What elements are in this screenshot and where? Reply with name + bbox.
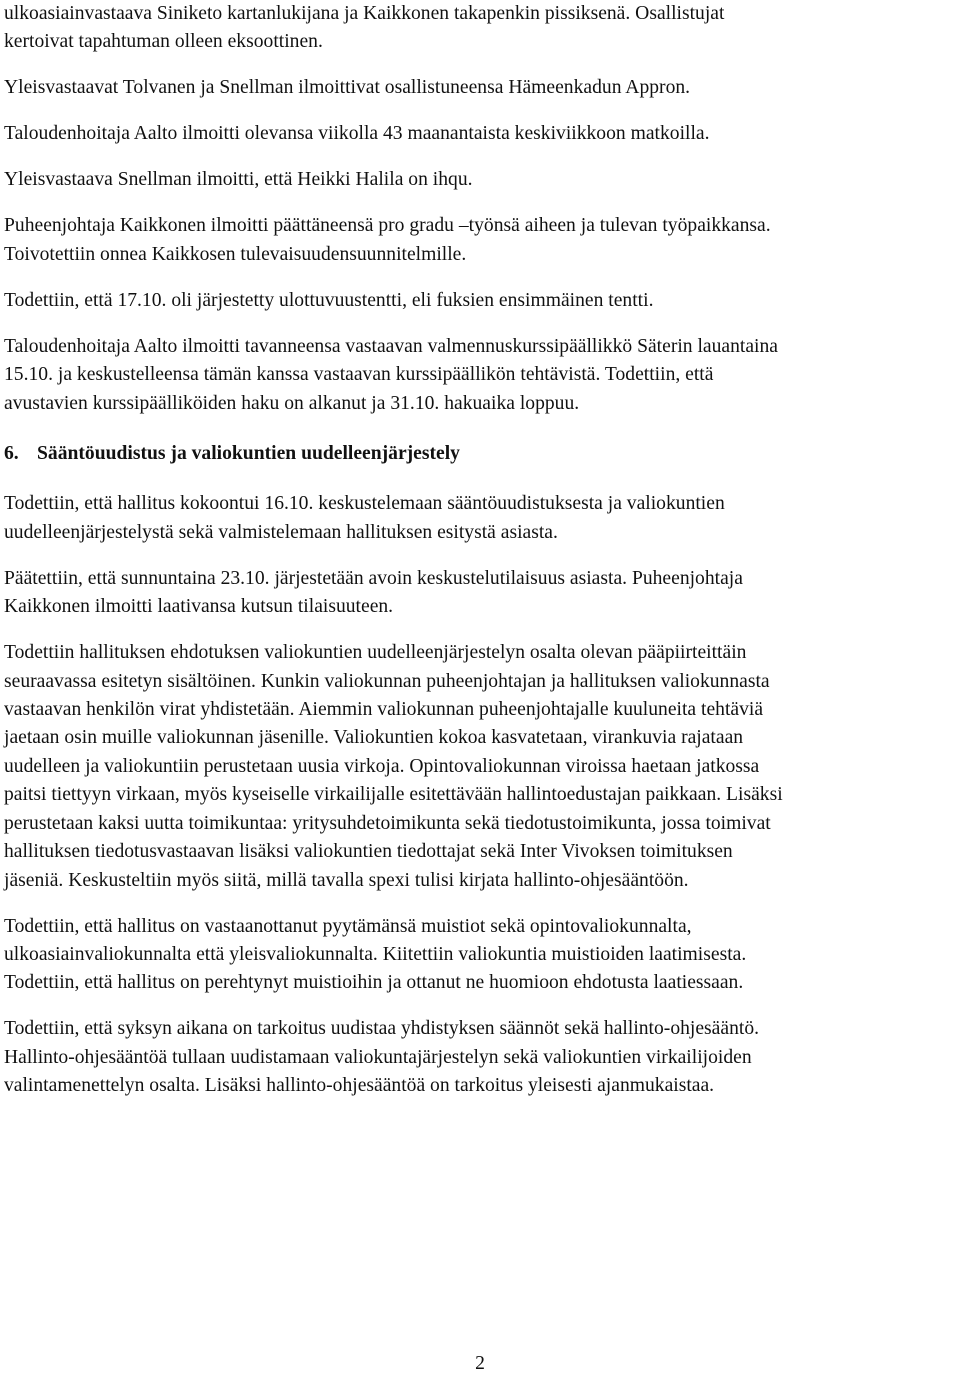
text-line: perustetaan kaksi uutta toimikuntaa: yritysuhdetoimikunta sekä tiedotustoimikunta, jossa toimivat	[4, 812, 771, 834]
text-line: Todettiin hallituksen ehdotuksen valiokuntien uudelleenjärjestelyn osalta olevan pääpiirteittäin	[4, 642, 747, 664]
paragraph	[4, 166, 958, 194]
text-line: Yleisvastaavat Tolvanen ja Snellman ilmoittivat osallistuneensa Hämeenkadun Appron.	[4, 77, 691, 99]
paragraph	[4, 333, 958, 418]
text-line: paitsi tiettyyn virkaan, myös kyseiselle virkailijalle esitettävään hallintoedustajan paikkaan. Lisäksi	[4, 784, 783, 806]
text-line: seuraavassa esitetyn sisältöinen. Kunkin valiokunnan puheenjohtajan ja hallituksen valiokunnasta	[4, 670, 770, 692]
text-line: Puheenjohtaja Kaikkonen ilmoitti päättäneensä pro gradu –työnsä aiheen ja tulevan työpaikkansa.	[4, 215, 771, 237]
paragraph	[4, 913, 958, 998]
paragraph	[4, 287, 958, 315]
text-line: ulkoasiainvaliokunnalta että yleisvaliokunnalta. Kiitettiin valiokuntia muistioiden laatimisesta.	[4, 943, 747, 965]
text-line: Todettiin, että hallitus on vastaanottanut pyytämänsä muistiot sekä opintovaliokunnalta,	[4, 915, 692, 937]
paragraph	[4, 490, 958, 547]
text-line: hallituksen tiedotusvastaavan lisäksi valiokuntien tiedottajat sekä Inter Vivoksen toimituksen	[4, 841, 733, 863]
text-line: Taloudenhoitaja Aalto ilmoitti tavanneensa vastaavan valmennuskurssipäällikkö Säterin lauantaina	[4, 335, 778, 357]
minutes-section-6-body	[4, 490, 958, 1100]
section-title: Sääntöuudistus ja valiokuntien uudelleenjärjestely	[37, 443, 460, 465]
text-line: Kaikkonen ilmoitti laativansa kutsun tilaisuuteen.	[4, 596, 394, 618]
paragraph	[4, 0, 958, 57]
text-line: Todettiin, että syksyn aikana on tarkoitus uudistaa yhdistyksen säännöt sekä hallinto-ohjesääntö.	[4, 1018, 760, 1040]
section-heading	[4, 440, 958, 468]
text-line: Yleisvastaava Snellman ilmoitti, että Heikki Halila on ihqu.	[4, 169, 473, 191]
text-line: Todettiin, että hallitus on perehtynyt muistioihin ja ottanut ne huomioon ehdotusta laatiessaan.	[4, 972, 744, 994]
paragraph	[4, 639, 958, 895]
page-number: 2	[475, 1353, 485, 1374]
text-line: jäseniä. Keskusteltiin myös siitä, millä tavalla spexi tulisi kirjata hallinto-ohjesääntöön.	[4, 869, 689, 891]
paragraph	[4, 74, 958, 102]
text-line: valintamenettelyn osalta. Lisäksi hallinto-ohjesääntöä on tarkoitus yleisesti ajanmukaistaa.	[4, 1075, 715, 1097]
text-line: Päätettiin, että sunnuntaina 23.10. järjestetään avoin keskustelutilaisuus asiasta. Puheenjohtaja	[4, 567, 743, 589]
paragraph	[4, 1015, 958, 1100]
text-line: avustavien kurssipäälliköiden haku on alkanut ja 31.10. hakuaika loppuu.	[4, 392, 580, 414]
text-line: kertoivat tapahtuman olleen eksoottinen.	[4, 31, 323, 53]
text-line: Todettiin, että hallitus kokoontui 16.10. keskustelemaan sääntöuudistuksesta ja valiokuntien	[4, 493, 725, 515]
document-page	[4, 0, 958, 1118]
minutes-section-5-continued	[4, 0, 958, 418]
paragraph	[4, 212, 958, 269]
text-line: uudelleenjärjestelystä sekä valmistelemaan hallituksen esitystä asiasta.	[4, 521, 558, 543]
section-number: 6.	[4, 443, 19, 465]
paragraph	[4, 565, 958, 622]
text-line: 15.10. ja keskustelleensa tämän kanssa vastaavan kurssipäällikön tehtävistä. Todettiin, että	[4, 364, 714, 386]
paragraph	[4, 120, 958, 148]
text-line: Todettiin, että 17.10. oli järjestetty ulottuvuustentti, eli fuksien ensimmäinen tentti.	[4, 289, 654, 311]
text-line: Taloudenhoitaja Aalto ilmoitti olevansa viikolla 43 maanantaista keskiviikkoon matkoilla.	[4, 123, 710, 145]
text-line: Toivotettiin onnea Kaikkosen tulevaisuudensuunnitelmille.	[4, 243, 467, 265]
text-line: Hallinto-ohjesääntöä tullaan uudistamaan valiokuntajärjestelyn sekä valiokuntien virkailijoiden	[4, 1046, 752, 1068]
text-line: ulkoasiainvastaava Siniketo kartanlukijana ja Kaikkonen takapenkin pissiksenä. Osallistujat	[4, 3, 725, 24]
text-line: jaetaan osin muille valiokunnan jäsenille. Valiokuntien kokoa kasvatetaan, virankuvia rajataan	[4, 727, 744, 749]
text-line: uudelleen ja valiokuntiin perustetaan uusia virkoja. Opintovaliokunnan viroissa haetaan jatkossa	[4, 755, 760, 777]
text-line: vastaavan henkilön virat yhdistetään. Aiemmin valiokunnan puheenjohtajalle kuuluneita tehtäviä	[4, 699, 764, 721]
